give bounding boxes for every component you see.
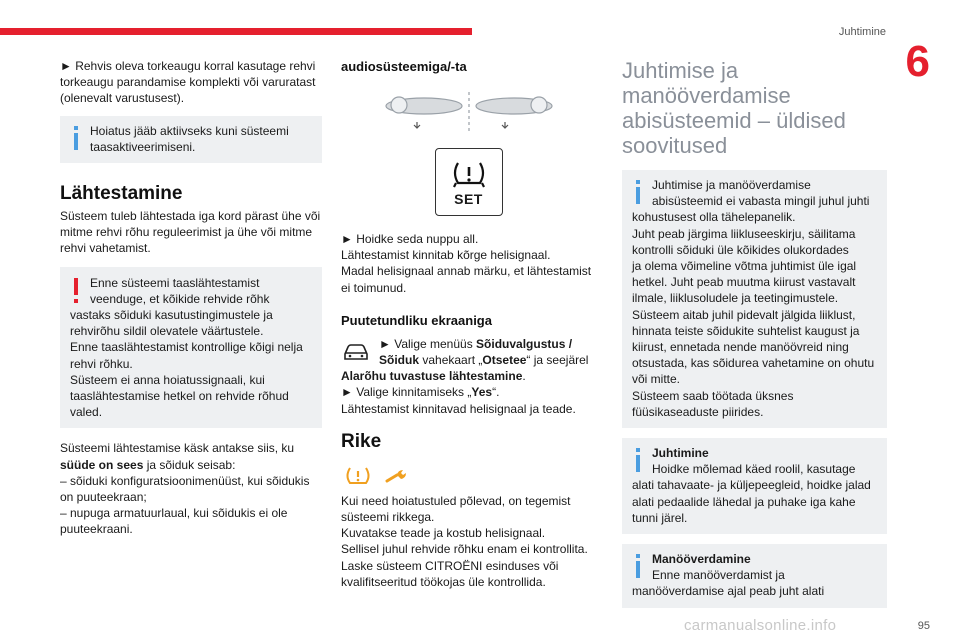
info-note-text: Hoiatus jääb aktiivseks kuni süsteemi taasaktiveerimiseni.: [90, 123, 289, 154]
info-icon: [636, 448, 640, 472]
warning-line: veenduge, et kõikide rehvide rõhk: [90, 291, 270, 306]
tab-name: Otsetee: [482, 353, 527, 368]
info-note-general: [622, 170, 887, 428]
warning-line: taaslähtestamise hetkel on rehvide rõhud: [70, 389, 289, 404]
option-name: Alarõhu tuvastuse lähtestamine: [341, 369, 523, 384]
info-line: kiirust, ennetada nende manöövreid ning: [632, 340, 849, 355]
instruction-text: vahekaart „: [419, 353, 483, 368]
manoeuvring-line: manööverdamise ajal peab juht alati: [632, 584, 825, 599]
info-line: hinnata teiste sõidukite suhtelist kaugust ja: [632, 323, 860, 338]
driving-line: alati tahavaate- ja küljepeegleid, hoidke jalad: [632, 478, 871, 493]
set-label: SET: [454, 190, 483, 207]
tyre-pressure-fault-icon: [345, 465, 371, 487]
info-icon: [636, 180, 640, 204]
driving-line: alati pedaalide lähedal ja puhake iga kahe: [632, 494, 856, 509]
reset-paragraph: Süsteem tuleb lähtestada iga kord pärast ühe või mitme rehvi rõhu reguleerimist ja ühe või mitme rehvi vahetamist.: [60, 209, 321, 256]
warning-line: Süsteem ei anna hoiatussignaali, kui: [70, 372, 265, 387]
watermark: carmanualsonline.info: [684, 617, 837, 634]
command-text: ja sõiduk seisab:: [143, 457, 236, 472]
fault-heading: Rike: [341, 430, 382, 452]
info-note-manoeuvring: [622, 544, 887, 608]
info-line: Juhtimise ja manööverdamise: [652, 178, 811, 192]
warning-line: Enne süsteemi taaslähtestamist: [90, 275, 260, 290]
info-line: Süsteem saab töötada üksnes: [632, 388, 794, 403]
driving-title: Juhtimine: [652, 446, 709, 461]
instruction-text: .: [522, 369, 526, 384]
touchscreen-heading: Puutetundliku ekraaniga: [341, 312, 492, 328]
info-line: ilmale, liiklusoludele ja teetingimustele.: [632, 291, 839, 306]
info-line: kohustusest olla tähelepanelik.: [632, 210, 796, 225]
fault-description: Kui need hoiatustuled põlevad, on tegemist süsteemi rikkega. Kuvatakse teade ja kostub helisignaal. Sellisel juhul rehvide rõhku enam ei kontrollita. Laske süsteem CITROËNI esinduses või kvalifitseeritud töökojas üle kontrollida.: [341, 493, 588, 589]
warning-line: valed.: [70, 405, 103, 420]
command-paragraph: [60, 440, 322, 472]
info-line: hetkel. Juht peab muutma kiirust vastavalt: [632, 275, 856, 290]
column-3: [622, 58, 887, 608]
column-1: [60, 58, 322, 538]
column-2: [341, 58, 596, 590]
set-button-illustration: [435, 148, 503, 216]
instruction-text: ► Valige kinnitamiseks „: [341, 385, 472, 400]
instruction-text: ► Valige menüüs: [379, 336, 477, 351]
info-line: abisüsteemid ei vabasta mingil juhul juhti: [652, 194, 870, 209]
command-bold: süüde on sees: [60, 457, 144, 472]
page-number: 95: [917, 620, 930, 632]
info-line: otsustada, kas sõidurea vahetamine on ohutu: [632, 356, 875, 371]
instruction-text: “.: [492, 385, 500, 400]
high-signal-text: Lähtestamist kinnitab kõrge helisignaal.: [341, 248, 551, 263]
touchscreen-instruction: [341, 336, 596, 368]
option-button: – nupuga armatuurlaual, kui sõidukis ei ole puuteekraani.: [60, 506, 288, 537]
car-icon: [341, 340, 371, 362]
option-touchscreen: – sõiduki konfiguratsioonimenüüst, kui sõidukis on puuteekraan;: [60, 473, 310, 505]
confirmation-text: Lähtestamist kinnitavad helisignaal ja teade.: [341, 401, 576, 416]
info-line: või mitte.: [632, 372, 681, 387]
steering-wheel-illustration: [379, 92, 559, 134]
info-icon: [636, 554, 640, 578]
page-title: Juhtimise ja manööverdamise abisüsteemid – üldised soovitused: [622, 58, 846, 158]
instruction-text: “ ja seejärel: [526, 353, 589, 368]
info-line: ja olema võimeline võtma juhtimist üle igal: [632, 259, 857, 274]
section-name: Juhtimine: [838, 26, 886, 38]
intro-paragraph: ► Rehvis oleva torkeaugu korral kasutage rehvi torkeaugu parandamise komplekti või varuratast (olenevalt varustusest).: [60, 59, 316, 106]
warning-line: rehvi rõhku.: [70, 356, 133, 371]
info-line: Süsteem aitab juhil pidevalt jälgida liiklust,: [632, 307, 856, 322]
warning-line: rehvirõhu sildil olevatele väärtustele.: [70, 324, 264, 339]
confirm-line: [341, 384, 596, 400]
warning-note: [60, 267, 322, 429]
command-text: Süsteemi lähtestamise käsk antakse siis, ku: [60, 441, 295, 456]
audio-heading: audiosüsteemiga/-ta: [341, 59, 467, 74]
warning-line: Enne taaslähtestamist kontrollige kõigi nelja: [70, 340, 303, 355]
reset-option-line: [341, 368, 596, 384]
tyre-pressure-warning-icon: [436, 155, 502, 195]
section-heading-reset: Lähtestamine: [60, 183, 183, 205]
fault-warning-lights: [341, 465, 596, 487]
header-accent-bar: [0, 28, 472, 35]
info-icon: [74, 126, 78, 150]
info-line: Juht peab järgima liikluseeskirju, säilitama: [632, 226, 856, 241]
info-line: füüsikaseaduste piirides.: [632, 404, 764, 419]
manoeuvring-title: Manööverdamine: [652, 552, 751, 567]
info-note-driving: [622, 438, 887, 534]
low-signal-text: Madal helisignaal annab märku, et lähtestamist ei toimunud.: [341, 264, 592, 295]
confirm-option: Yes: [471, 385, 493, 400]
driving-line: Hoidke mõlemad käed roolil, kasutage: [652, 462, 856, 477]
menu-instruction: [379, 336, 596, 368]
warning-icon: [74, 278, 78, 304]
hold-button-text: ► Hoidke seda nuppu all.: [341, 232, 479, 246]
chapter-number: 6: [905, 37, 930, 86]
info-line: kontrolli sõiduki üle kõikides olukordades: [632, 242, 849, 257]
warning-line: vastaks sõiduki kasutustingimustele ja: [70, 308, 273, 323]
info-note-1: [60, 116, 322, 163]
manoeuvring-line: Enne manööverdamist ja: [652, 568, 785, 583]
wrench-service-icon: [383, 465, 409, 487]
driving-line: tunni järel.: [632, 510, 688, 525]
menu-name: Sõiduvalgustus / Sõiduk: [379, 336, 573, 368]
